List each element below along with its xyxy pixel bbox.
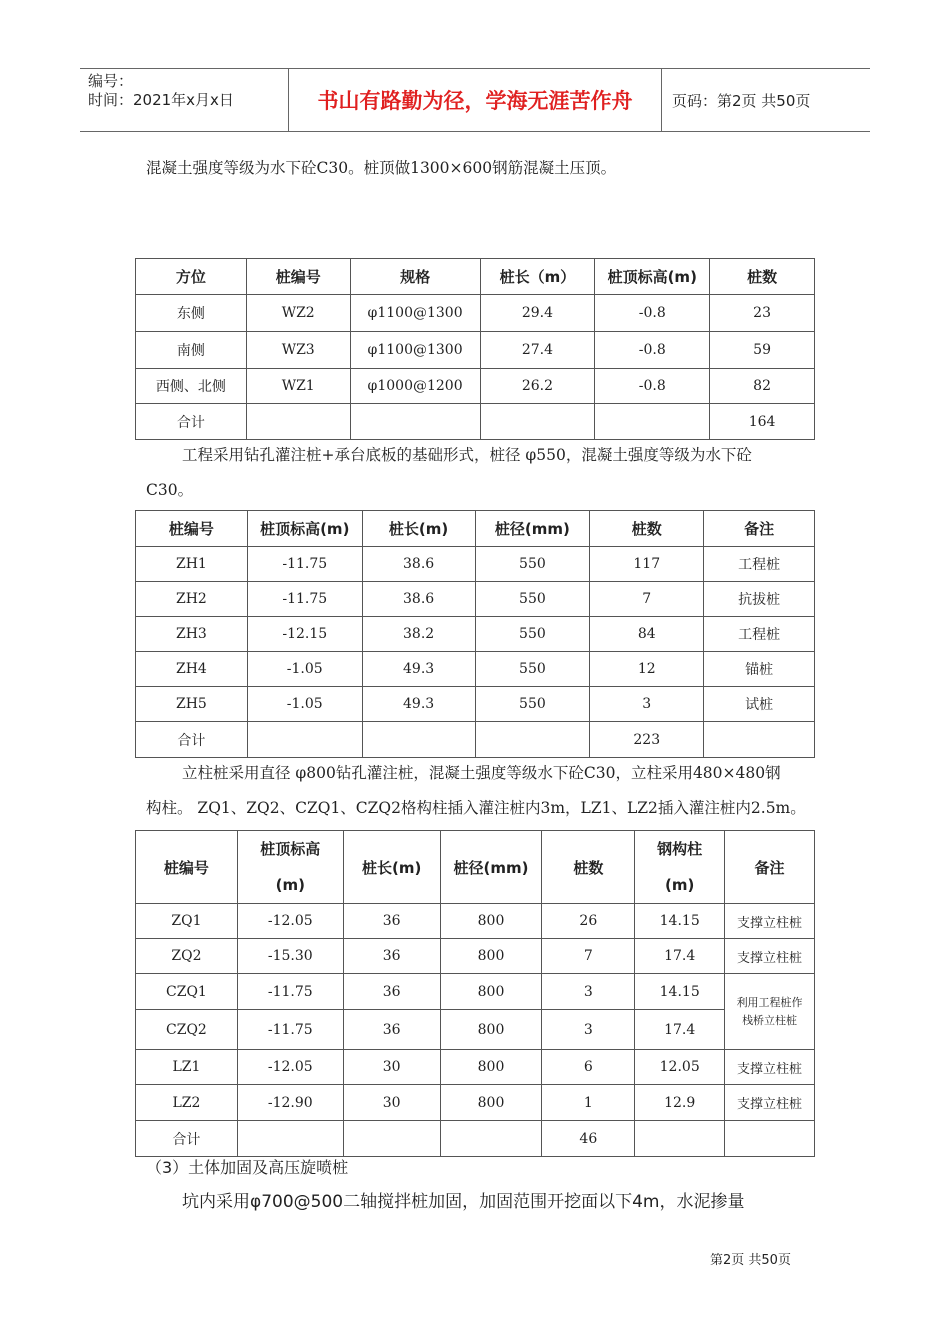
table-cell: φ1000@1200 <box>350 369 480 404</box>
table-cell <box>440 1121 542 1157</box>
table-total-row <box>136 404 815 440</box>
table-cell: LZ1 <box>136 1050 238 1085</box>
table-cell <box>362 722 475 758</box>
table-cell: -1.05 <box>247 687 362 722</box>
table-header: 方位 <box>136 259 247 295</box>
table-total-row <box>136 722 815 758</box>
table-row <box>136 582 815 617</box>
table-cell: 82 <box>710 369 815 404</box>
table-row <box>136 1085 815 1121</box>
table-cell: -1.05 <box>247 652 362 687</box>
table-cell: 550 <box>475 617 590 652</box>
number-label: 编号： <box>88 72 134 90</box>
table-row <box>136 1010 815 1050</box>
table-cell: 合计 <box>136 404 247 440</box>
table-cell: φ1100@1300 <box>350 295 480 332</box>
table-cell: 800 <box>440 1010 542 1050</box>
table-cell: -12.90 <box>237 1085 343 1121</box>
paragraph-3-line-1: 立柱桩采用直径 φ800钻孔灌注桩，混凝土强度等级水下砼C30，立柱采用480×480钢 <box>182 764 781 782</box>
table-cell: 1 <box>542 1085 635 1121</box>
page-footer: 第2页 共50页 <box>710 1253 791 1268</box>
table-cell <box>350 404 480 440</box>
table-cell: 223 <box>590 722 704 758</box>
table-cell: 550 <box>475 547 590 582</box>
table-cell: 17.4 <box>635 939 725 974</box>
table-cell: 26 <box>542 904 635 939</box>
table-cell: WZ3 <box>246 332 350 369</box>
time-label: 时间：2021年x月x日 <box>88 91 234 109</box>
table-cell: 36 <box>343 904 440 939</box>
header-page-info: 页码：第2页 共50页 <box>672 91 811 110</box>
table-header-line: (m) <box>665 876 695 894</box>
table-cell: ZH5 <box>136 687 248 722</box>
table-cell: 支撑立柱桩 <box>725 1085 815 1121</box>
table-cell <box>635 1121 725 1157</box>
table-header: 规格 <box>350 259 480 295</box>
table-header: 桩长(m) <box>343 831 440 904</box>
table-header: 桩顶标高(m) <box>595 259 710 295</box>
table-header: 备注 <box>725 831 815 904</box>
table-cell: -12.05 <box>237 1050 343 1085</box>
table-header-row <box>136 511 815 547</box>
table-cell: 锚桩 <box>704 652 815 687</box>
table-cell: 550 <box>475 687 590 722</box>
table-cell: -11.75 <box>247 547 362 582</box>
table-header: 桩编号 <box>136 831 238 904</box>
table-cell: 合计 <box>136 1121 238 1157</box>
table-header: 桩径(mm) <box>440 831 542 904</box>
table-cell: -12.05 <box>237 904 343 939</box>
table-cell: 38.6 <box>362 547 475 582</box>
table-cell: 30 <box>343 1050 440 1085</box>
table-cell: 17.4 <box>635 1010 725 1050</box>
paragraph-3-line-2: 构柱。 ZQ1、ZQ2、CZQ1、CZQ2格构柱插入灌注桩内3m，LZ1、LZ2插入灌注桩内2.5m。 <box>146 799 806 817</box>
table-header: 桩编号 <box>246 259 350 295</box>
table-cell: 164 <box>710 404 815 440</box>
table-header-line: (m) <box>275 876 305 894</box>
table-cell: -12.15 <box>247 617 362 652</box>
paragraph-4: 坑内采用φ700@500二轴搅拌桩加固，加固范围开挖面以下4m，水泥掺量 <box>182 1192 745 1212</box>
table-cell: φ1100@1300 <box>350 332 480 369</box>
table-cell: ZQ1 <box>136 904 238 939</box>
table-cell: 试桩 <box>704 687 815 722</box>
table-cell: 36 <box>343 1010 440 1050</box>
table-cell: -11.75 <box>247 582 362 617</box>
paragraph-2-line-2: C30。 <box>146 481 194 499</box>
table-cell: 800 <box>440 904 542 939</box>
table-cell <box>247 722 362 758</box>
table-cell: 7 <box>542 939 635 974</box>
table-cell: ZH3 <box>136 617 248 652</box>
table-cell: 84 <box>590 617 704 652</box>
table-row <box>136 369 815 404</box>
table-header-line: 桩顶标高 <box>260 840 321 858</box>
table-cell: ZH1 <box>136 547 248 582</box>
table-cell <box>480 404 595 440</box>
table-cell: 7 <box>590 582 704 617</box>
table-cell: 38.2 <box>362 617 475 652</box>
paragraph-1: 混凝土强度等级为水下砼C30。桩顶做1300×600钢筋混凝土压顶。 <box>146 159 617 177</box>
table-row <box>136 652 815 687</box>
table-cell: 支撑立柱桩 <box>725 1050 815 1085</box>
table-cell <box>475 722 590 758</box>
table-cell: -0.8 <box>595 332 710 369</box>
table-header <box>635 831 725 904</box>
table-row <box>136 974 815 1010</box>
table-header-row <box>136 831 815 904</box>
header-motto: 书山有路勤为径，学海无涯苦作舟 <box>289 69 662 131</box>
table-cell: 支撑立柱桩 <box>725 904 815 939</box>
table-cell <box>246 404 350 440</box>
table-row <box>136 332 815 369</box>
table-row <box>136 904 815 939</box>
table-cell: 59 <box>710 332 815 369</box>
table-cell: ZH4 <box>136 652 248 687</box>
table-header: 桩顶标高(m) <box>247 511 362 547</box>
table-cell: 49.3 <box>362 687 475 722</box>
table-cell: 36 <box>343 939 440 974</box>
merged-note-line: 利用工程桩作 <box>736 995 803 1009</box>
table-header: 桩数 <box>590 511 704 547</box>
table-header-row <box>136 259 815 295</box>
table-cell <box>725 1121 815 1157</box>
table-cell: 3 <box>542 1010 635 1050</box>
table-cell: 26.2 <box>480 369 595 404</box>
table-row <box>136 687 815 722</box>
table-header: 备注 <box>704 511 815 547</box>
table-header <box>237 831 343 904</box>
table-cell: -15.30 <box>237 939 343 974</box>
table-cell: WZ1 <box>246 369 350 404</box>
table-cell: ZH2 <box>136 582 248 617</box>
paragraph-2-line-1: 工程采用钻孔灌注桩+承台底板的基础形式，桩径 φ550，混凝土强度等级为水下砼 <box>182 446 752 464</box>
table-cell: 东侧 <box>136 295 247 332</box>
table-cell: ZQ2 <box>136 939 238 974</box>
table-cell <box>704 722 815 758</box>
table-cell: -11.75 <box>237 974 343 1010</box>
table-cell: 12.05 <box>635 1050 725 1085</box>
table-cell: CZQ2 <box>136 1010 238 1050</box>
table-cell: -11.75 <box>237 1010 343 1050</box>
header-left <box>80 69 289 131</box>
table-cell: 27.4 <box>480 332 595 369</box>
table-column-piles <box>135 830 815 1157</box>
table-cell: 46 <box>542 1121 635 1157</box>
table-cell: 30 <box>343 1085 440 1121</box>
table-cell <box>595 404 710 440</box>
table-cell: LZ2 <box>136 1085 238 1121</box>
table-cell: 29.4 <box>480 295 595 332</box>
table-cell: 800 <box>440 939 542 974</box>
table-cell: 抗拔桩 <box>704 582 815 617</box>
table-cell: 550 <box>475 582 590 617</box>
table-cell: 3 <box>590 687 704 722</box>
table-cell: 38.6 <box>362 582 475 617</box>
table-row <box>136 1050 815 1085</box>
table-foundation-piles <box>135 510 815 758</box>
table-cell: 支撑立柱桩 <box>725 939 815 974</box>
table-cell: 23 <box>710 295 815 332</box>
table-cell: -0.8 <box>595 295 710 332</box>
table-cell: 合计 <box>136 722 248 758</box>
table-cell: 800 <box>440 1050 542 1085</box>
table-cell: 工程桩 <box>704 547 815 582</box>
table-header: 桩长(m) <box>362 511 475 547</box>
table-cell: 117 <box>590 547 704 582</box>
table-cell <box>237 1121 343 1157</box>
table-cell: 6 <box>542 1050 635 1085</box>
table-header: 桩径(mm) <box>475 511 590 547</box>
table-header: 桩长（m） <box>480 259 595 295</box>
table-cell: -0.8 <box>595 369 710 404</box>
table-cell <box>343 1121 440 1157</box>
table-row <box>136 939 815 974</box>
table-cell: 800 <box>440 974 542 1010</box>
table-header: 桩编号 <box>136 511 248 547</box>
merged-note-line: 栈桥立柱桩 <box>742 1013 798 1027</box>
table-cell: CZQ1 <box>136 974 238 1010</box>
table-row <box>136 547 815 582</box>
table-cell: 14.15 <box>635 974 725 1010</box>
table-cell: 12.9 <box>635 1085 725 1121</box>
table-cell: 12 <box>590 652 704 687</box>
table-row <box>136 295 815 332</box>
table-cell: 14.15 <box>635 904 725 939</box>
table-cell: 550 <box>475 652 590 687</box>
table-cell: 南侧 <box>136 332 247 369</box>
table-cell: 36 <box>343 974 440 1010</box>
page-header <box>80 68 870 132</box>
table-cell: 800 <box>440 1085 542 1121</box>
table-cell-merged-note <box>725 974 815 1050</box>
table-perimeter-piles <box>135 258 815 440</box>
table-cell: WZ2 <box>246 295 350 332</box>
table-cell: 西侧、北侧 <box>136 369 247 404</box>
section-heading: （3）土体加固及高压旋喷桩 <box>146 1158 349 1177</box>
table-header: 桩数 <box>710 259 815 295</box>
table-header: 桩数 <box>542 831 635 904</box>
table-row <box>136 617 815 652</box>
table-cell: 49.3 <box>362 652 475 687</box>
table-total-row <box>136 1121 815 1157</box>
table-header-line: 钢构柱 <box>657 840 703 858</box>
table-cell: 工程桩 <box>704 617 815 652</box>
table-cell: 3 <box>542 974 635 1010</box>
